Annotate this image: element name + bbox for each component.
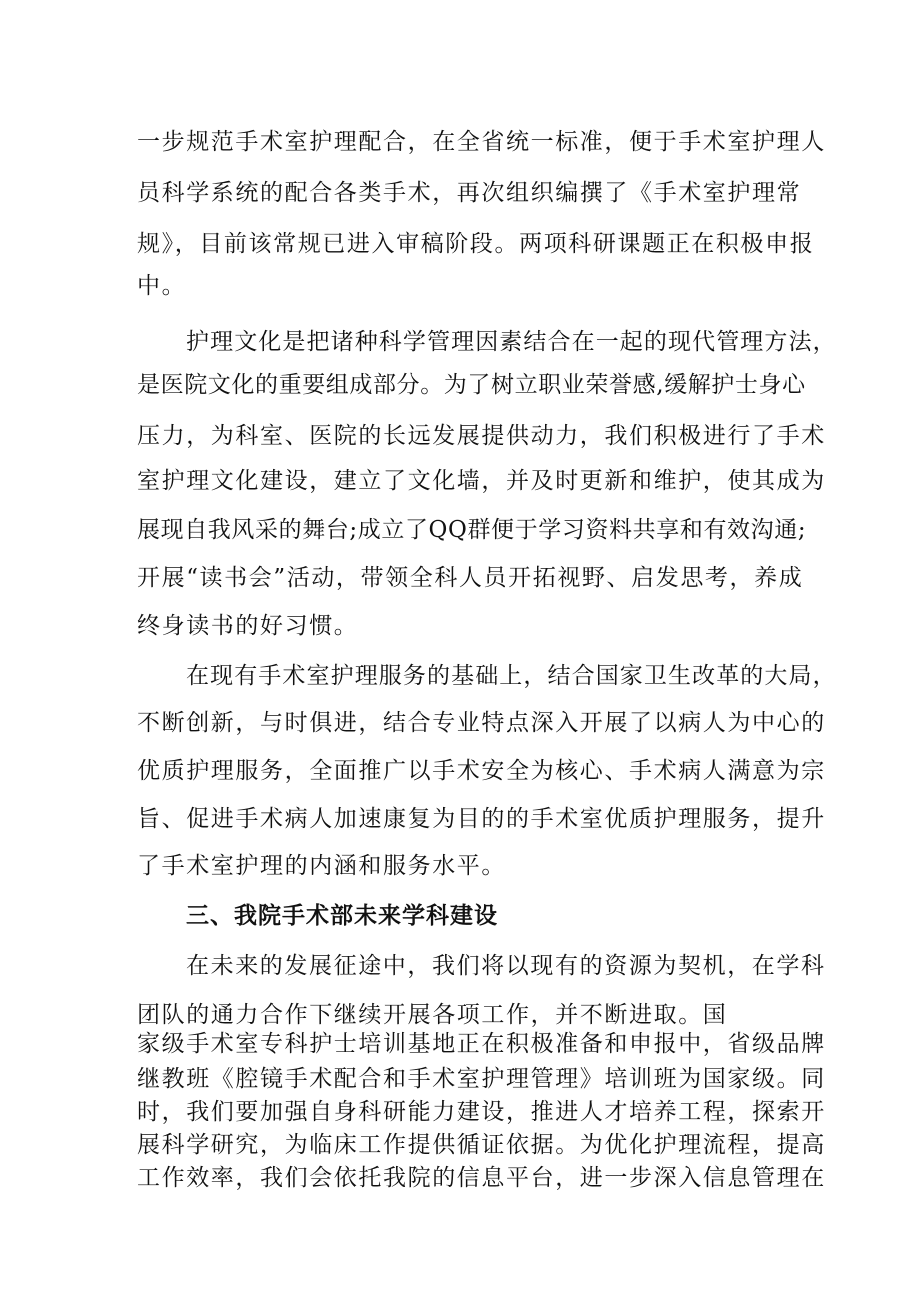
text-line: 一步规范手术室护理配合，在全省统一标准，便于手术室护理人	[137, 129, 826, 155]
text-line: 不断创新，与时俱进，结合专业特点深入开展了以病人为中心的	[137, 710, 826, 736]
text-line: 开展“读书会”活动，带领全科人员开拓视野、启发思考，养成	[137, 565, 804, 591]
section-heading: 三、我院手术部未来学科建设	[186, 902, 498, 929]
text-line: 规》，目前该常规已进入审稿阶段。两项科研课题正在积极申报	[137, 231, 815, 257]
text-line: 压力，为科室、医院的长远发展提供动力，我们积极进行了手术	[137, 423, 826, 449]
text-line: 是医院文化的重要组成部分。为了树立职业荣誉感,缓解护士身心	[137, 372, 806, 398]
text-line: 中。	[137, 273, 187, 299]
text-line: 了手术室护理的内涵和服务水平。	[137, 853, 506, 879]
text-line: 员科学系统的配合各类手术，再次组织编撰了《手术室护理常	[137, 180, 802, 206]
text-line: 时，我们要加强自身科研能力建设，推进人才培养工程，探索开	[137, 1099, 826, 1125]
text-line: 室护理文化建设，建立了文化墙，并及时更新和维护，使其成为	[137, 468, 826, 494]
text-line: 工作效率，我们会依托我院的信息平台，进一步深入信息管理在	[137, 1165, 826, 1191]
text-line: 团队的通力合作下继续开展各项工作，并不断进取。国	[137, 1002, 728, 1028]
text-line: 展科学研究，为临床工作提供循证依据。为优化护理流程，提高	[137, 1132, 826, 1158]
text-line: 优质护理服务，全面推广以手术安全为核心、手术病人满意为宗	[137, 758, 826, 784]
text-line: 在现有手术室护理服务的基础上，结合国家卫生改革的大局，	[186, 663, 837, 689]
text-line: 在未来的发展征途中，我们将以现有的资源为契机，在学科	[186, 953, 826, 979]
text-line: 继教班《腔镜手术配合和手术室护理管理》培训班为国家级。同	[137, 1066, 826, 1092]
text-line: 旨、促进手术病人加速康复为目的的手术室优质护理服务，提升	[137, 806, 826, 832]
text-line: 家级手术室专科护士培训基地正在积极准备和申报中，省级品牌	[137, 1031, 826, 1057]
text-line: 护理文化是把诸种科学管理因素结合在一起的现代管理方法，	[186, 329, 837, 355]
text-line: 展现自我风采的舞台;成立了QQ群便于学习资料共享和有效沟通;	[137, 517, 807, 543]
text-line: 终身读书的好习惯。	[137, 613, 359, 639]
